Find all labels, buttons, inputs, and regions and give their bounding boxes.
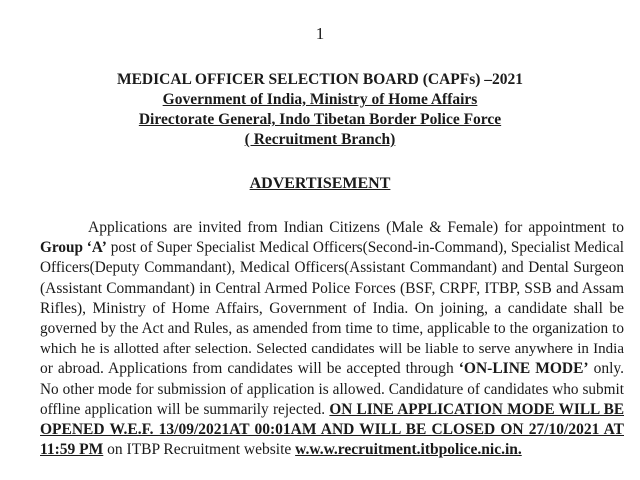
branch-line: ( Recruitment Branch) [244,131,396,148]
advertisement-title: ADVERTISEMENT [249,175,391,192]
body-line: Applications are invited from Indian Citizens (Male & Female) for appointment to [88,219,624,236]
body-line: No other mode for submission of application is allowed. Candidature of candidates who submit [40,380,624,398]
advertisement-body [40,218,624,460]
board-title: MEDICAL OFFICER SELECTION BOARD (CAPFs) –2021 [116,71,524,88]
directorate-line: Directorate General, Indo Tibetan Border Police Force [138,111,502,128]
body-line: (Assistant Commandant) in Central Armed Police Forces (BSF, CRPF, ITBP, SSB and Assam [40,279,624,297]
body-line: Officers(Deputy Commandant), Medical Officers(Assistant Commandant) and Dental Surgeon [40,259,624,277]
body-line: offline application will be summarily rejected. ON LINE APPLICATION MODE WILL BE [40,400,624,418]
government-line: Government of India, Ministry of Home Affairs [162,91,478,108]
body-line: Rifles), Ministry of Home Affairs, Government of India. On joining, a candidate shall be [40,299,624,317]
body-line: OPENED W.E.F. 13/09/2021AT 00:01AM AND WILL BE CLOSED ON 27/10/2021 AT [40,421,624,439]
body-line: which he is allotted after selection. Selected candidates will be liable to serve anywhere in India [40,341,624,358]
recruitment-website-link[interactable]: w.w.w.recruitment.itbpolice.nic.in. [295,441,522,459]
body-line: governed by the Act and Rules, as amended from time to time, applicable to the organization to [40,320,624,338]
document-header [0,70,640,150]
body-line: Group ‘A’ post of Super Specialist Medical Officers(Second-in-Command), Specialist Medical [40,239,625,257]
page-number: 1 [315,24,325,43]
body-line: or abroad. Applications from candidates will be accepted through ‘ON-LINE MODE’ only. [40,360,624,378]
body-line: 11:59 PM on ITBP Recruitment website w.w.w.recruitment.itbpolice.nic.in. [40,441,522,459]
